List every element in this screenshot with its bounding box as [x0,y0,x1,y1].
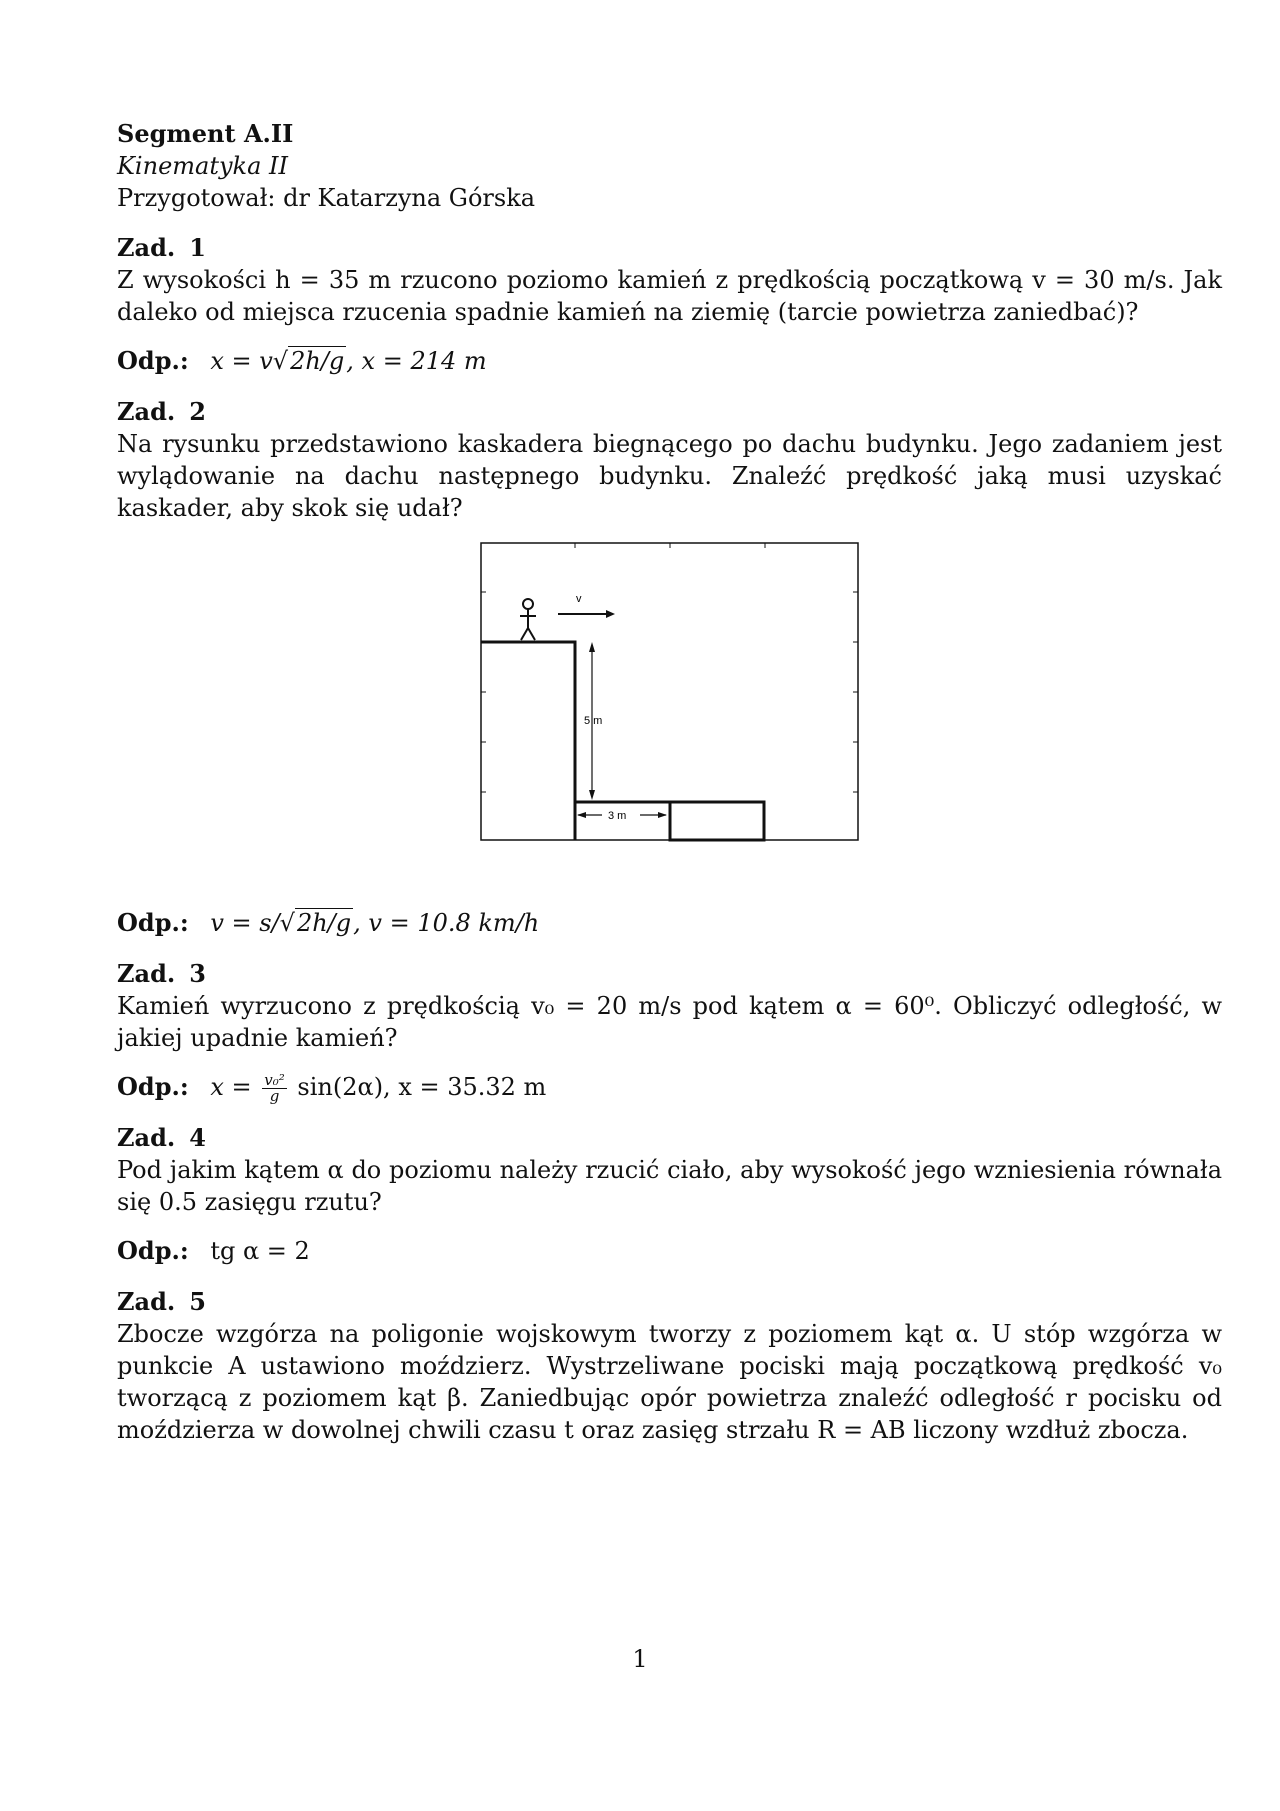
task-number: 2 [189,397,206,426]
fraction-denominator: g [269,1087,280,1105]
answer-formula-radicand: 2h/g [296,909,352,937]
task-2 [117,396,1222,940]
stuntman-figure [117,530,1222,890]
building-diagram [480,542,860,842]
gap-arrowhead-left-icon [577,812,586,818]
fraction [262,1073,287,1104]
document-page [117,118,1222,1446]
height-label: 5 m [584,715,603,727]
task-number: 4 [189,1123,206,1152]
answer-formula-result: , x = 214 m [346,347,487,375]
answer-formula-prefix: x = [210,1073,252,1101]
answer-label: Odp.: [117,346,189,375]
frame-ticks [481,543,858,840]
answer-label: Odp.: [117,1236,189,1265]
page-number: 1 [632,1645,648,1673]
task-label: Zad. [117,1287,176,1316]
height-arrowhead-up-icon [589,642,595,652]
answer-formula-prefix: v = s/ [210,909,280,937]
task-1 [117,232,1222,378]
task-heading [117,958,1222,990]
task-label: Zad. [117,1123,176,1152]
stuntman-icon [520,599,536,640]
answer-formula: tg α = 2 [210,1237,310,1265]
low-building-outline [670,802,764,840]
task-label: Zad. [117,233,176,262]
task-label: Zad. [117,397,176,426]
task-4 [117,1122,1222,1268]
answer-formula-radicand: 2h/g [290,347,345,375]
task-text: Z wysokości h = 35 m rzucono poziomo kamień z prędkością początkową v = 30 m/s. Jak daleko od miejsca rzucenia spadnie kamień na ziemię (tarcie powietrza zaniedbać)? [117,266,1222,326]
answer-formula-prefix: x = v [210,347,273,375]
task-number: 5 [189,1287,206,1316]
sqrt-symbol: √ [272,347,289,375]
velocity-label: v [576,593,582,605]
height-arrowhead-down-icon [589,790,595,800]
gap-label: 3 m [608,810,627,822]
task-heading [117,1122,1222,1154]
task-5 [117,1286,1222,1446]
task-answer [117,1070,1222,1104]
velocity-arrowhead-icon [606,610,615,618]
answer-label: Odp.: [117,1072,189,1101]
task-answer [117,906,1222,940]
answer-formula-result: sin(2α), x = 35.32 m [297,1073,547,1101]
task-3 [117,958,1222,1104]
task-number: 1 [189,233,206,262]
answer-label: Odp.: [117,908,189,937]
subtitle: Kinematyka II [117,152,288,180]
gap-arrowhead-right-icon [658,812,667,818]
segment-title: Segment A.II [117,119,294,148]
task-text: Pod jakim kątem α do poziomu należy rzucić ciało, aby wysokość jego wzniesienia równała się 0.5 zasięgu rzutu? [117,1156,1222,1216]
task-answer [117,1234,1222,1268]
tall-building-outline [481,642,575,840]
task-heading [117,232,1222,264]
figure-frame [481,543,858,840]
task-text: Kamień wyrzucono z prędkością v₀ = 20 m/s pod kątem α = 60⁰. Obliczyć odległość, w jakiej upadnie kamień? [117,992,1222,1052]
fraction-numerator: v₀² [264,1071,285,1089]
task-answer [117,344,1222,378]
task-label: Zad. [117,959,176,988]
sqrt-symbol: √ [279,909,295,937]
author-line: Przygotował: dr Katarzyna Górska [117,184,536,212]
header [117,118,1222,214]
task-number: 3 [189,959,206,988]
task-heading [117,396,1222,428]
task-text: Na rysunku przedstawiono kaskadera biegnącego po dachu budynku. Jego zadaniem jest wylądowanie na dachu następnego budynku. Znaleźć prędkość jaką musi uzyskać kaskader, aby skok się udał? [117,430,1222,522]
answer-formula-result: , v = 10.8 km/h [353,909,540,937]
task-text: Zbocze wzgórza na poligonie wojskowym tworzy z poziomem kąt α. U stóp wzgórza w punkcie A ustawiono moździerz. Wystrzeliwane pociski mają początkową prędkość v₀ tworzącą z poziomem kąt β. Zaniedbując opór powietrza znaleźć odległość r pocisku od moździerza w dowolnej chwili czasu t oraz zasięg strzału R = AB liczony wzdłuż zbocza. [117,1320,1222,1444]
task-heading [117,1286,1222,1318]
